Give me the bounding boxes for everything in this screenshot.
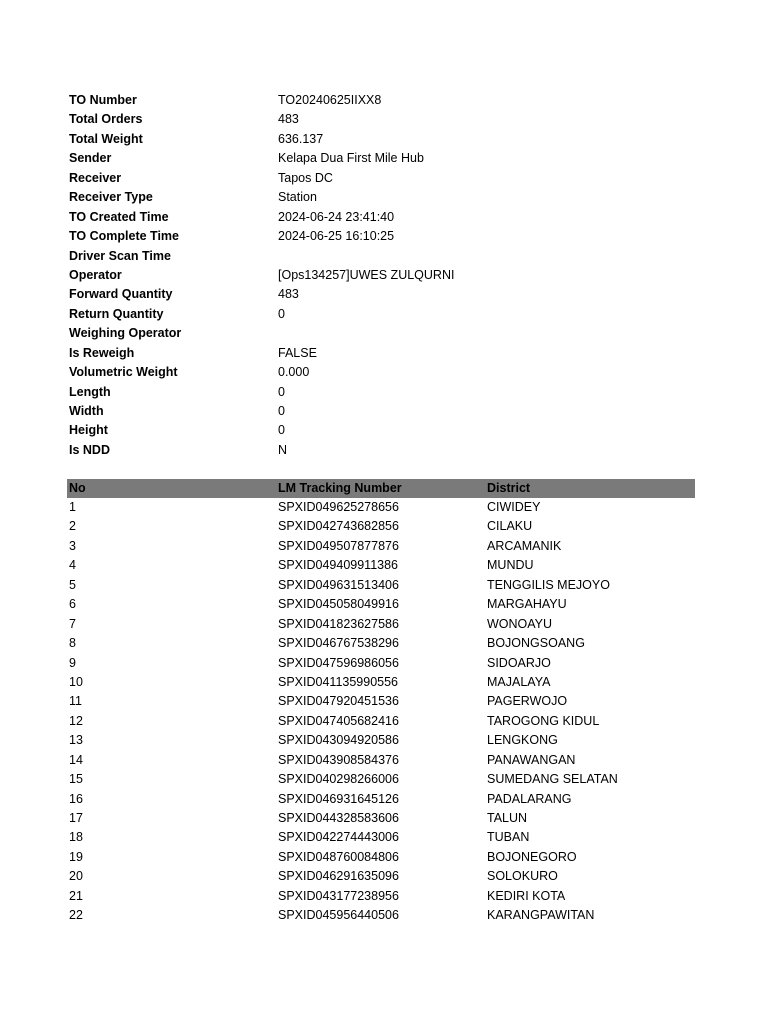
table-row [67, 556, 695, 575]
detail-value: 636.137 [278, 131, 324, 146]
detail-row-sender [69, 149, 695, 168]
detail-row-is-ndd [69, 441, 695, 460]
table-row [67, 634, 695, 653]
detail-value: 483 [278, 112, 299, 127]
detail-label: Volumetric Weight [69, 365, 178, 380]
row-no: 3 [69, 538, 76, 553]
detail-label: Operator [69, 267, 122, 282]
row-district: SIDOARJO [487, 655, 551, 670]
row-district: LENGKONG [487, 733, 558, 748]
row-tracking-number: SPXID043177238956 [278, 888, 399, 903]
detail-value: Station [278, 190, 317, 205]
orders-table [67, 479, 695, 926]
row-tracking-number: SPXID047405682416 [278, 713, 399, 728]
row-no: 5 [69, 577, 76, 592]
detail-label: Return Quantity [69, 306, 164, 321]
detail-value: N [278, 442, 288, 457]
detail-row-to-complete-time [69, 227, 695, 246]
row-district: BOJONGSOANG [487, 636, 585, 651]
table-row [67, 673, 695, 692]
detail-value: 2024-06-25 16:10:25 [278, 229, 395, 244]
row-tracking-number: SPXID042274443006 [278, 830, 399, 845]
row-no: 8 [69, 636, 76, 651]
row-tracking-number: SPXID043908584376 [278, 752, 399, 767]
table-row [67, 906, 695, 925]
row-district: WONOAYU [487, 616, 553, 631]
row-no: 21 [69, 888, 83, 903]
table-row [67, 537, 695, 556]
row-no: 10 [69, 674, 83, 689]
detail-label: Driver Scan Time [69, 248, 171, 263]
table-row [67, 848, 695, 867]
detail-label: Receiver [69, 170, 122, 185]
row-district: TALUN [487, 811, 528, 825]
detail-value: Kelapa Dua First Mile Hub [278, 151, 424, 166]
row-tracking-number: SPXID041135990556 [278, 674, 399, 689]
row-tracking-number: SPXID046931645126 [278, 791, 399, 806]
row-no: 13 [69, 733, 83, 748]
row-district: KEDIRI KOTA [487, 888, 566, 903]
table-row [67, 595, 695, 614]
header-district: District [487, 481, 531, 495]
detail-label: Length [69, 384, 111, 399]
row-tracking-number: SPXID043094920586 [278, 733, 399, 748]
detail-value: 0.000 [278, 365, 310, 380]
detail-row-operator [69, 266, 695, 285]
row-district: SUMEDANG SELATAN [487, 772, 618, 787]
detail-row-to-number [69, 91, 695, 110]
detail-value: 0 [278, 306, 285, 321]
detail-row-volumetric-weight [69, 363, 695, 382]
detail-row-receiver-type [69, 188, 695, 207]
table-row [67, 615, 695, 634]
detail-row-weighing-operator [69, 324, 695, 343]
row-no: 7 [69, 616, 76, 631]
detail-row-to-created-time [69, 208, 695, 227]
row-tracking-number: SPXID049409911386 [278, 558, 399, 573]
row-tracking-number: SPXID048760084806 [278, 849, 399, 864]
detail-value: 0 [278, 404, 285, 418]
detail-label: Forward Quantity [69, 287, 173, 302]
row-no: 9 [69, 655, 76, 670]
row-district: KARANGPAWITAN [487, 908, 595, 923]
header-no: No [69, 481, 86, 495]
row-no: 2 [69, 519, 76, 534]
row-no: 12 [69, 713, 83, 728]
detail-value: 483 [278, 287, 299, 302]
row-district: MAJALAYA [487, 674, 551, 689]
table-row [67, 712, 695, 731]
row-district: TUBAN [487, 830, 530, 845]
detail-row-total-orders [69, 110, 695, 129]
row-district: TENGGILIS MEJOYO [487, 577, 610, 592]
table-row [67, 731, 695, 750]
row-no: 11 [69, 694, 82, 709]
row-district: SOLOKURO [487, 869, 558, 884]
row-district: PADALARANG [487, 791, 572, 806]
table-row [67, 887, 695, 906]
table-row [67, 498, 695, 517]
row-district: TAROGONG KIDUL [487, 713, 600, 728]
row-no: 1 [69, 500, 76, 514]
row-no: 19 [69, 849, 83, 864]
transfer-order-details [69, 91, 695, 460]
detail-row-return-quantity [69, 305, 695, 324]
detail-label: Is Reweigh [69, 345, 135, 360]
table-row [67, 790, 695, 809]
row-tracking-number: SPXID044328583606 [278, 811, 399, 825]
row-district: CIWIDEY [487, 500, 541, 514]
row-tracking-number: SPXID042743682856 [278, 519, 399, 534]
row-tracking-number: SPXID047920451536 [278, 694, 399, 709]
row-no: 16 [69, 791, 83, 806]
row-district: PANAWANGAN [487, 752, 576, 767]
detail-label: Width [69, 404, 104, 418]
table-row [67, 809, 695, 828]
detail-label: Height [69, 423, 108, 438]
detail-row-length [69, 383, 695, 402]
detail-label: Is NDD [69, 442, 110, 457]
detail-value: 0 [278, 423, 285, 438]
table-row [67, 517, 695, 536]
row-district: CILAKU [487, 519, 533, 534]
detail-value: FALSE [278, 345, 317, 360]
detail-label: Weighing Operator [69, 326, 182, 341]
row-district: PAGERWOJO [487, 694, 568, 709]
table-row [67, 654, 695, 673]
detail-row-height [69, 421, 695, 440]
detail-row-is-reweigh [69, 344, 695, 363]
row-tracking-number: SPXID046291635096 [278, 869, 399, 884]
detail-value: 2024-06-24 23:41:40 [278, 209, 395, 224]
row-tracking-number: SPXID040298266006 [278, 772, 399, 787]
row-no: 20 [69, 869, 83, 884]
table-row [67, 828, 695, 847]
table-row [67, 751, 695, 770]
row-no: 6 [69, 597, 76, 612]
detail-label: TO Created Time [69, 209, 169, 224]
row-no: 14 [69, 752, 83, 767]
row-tracking-number: SPXID049507877876 [278, 538, 399, 553]
row-district: ARCAMANIK [487, 538, 562, 553]
row-no: 17 [69, 811, 83, 825]
table-row [67, 692, 695, 711]
detail-value: [Ops134257]UWES ZULQURNI [278, 267, 455, 282]
detail-row-receiver [69, 169, 695, 188]
detail-value: TO20240625IIXX8 [278, 93, 382, 107]
row-tracking-number: SPXID045058049916 [278, 597, 399, 612]
row-no: 15 [69, 772, 83, 787]
detail-label: Total Weight [69, 131, 143, 146]
table-row [67, 770, 695, 789]
row-no: 22 [69, 908, 83, 923]
row-tracking-number: SPXID046767538296 [278, 636, 399, 651]
orders-table-header [67, 479, 695, 498]
row-district: MARGAHAYU [487, 597, 567, 612]
detail-label: Total Orders [69, 112, 143, 127]
row-no: 18 [69, 830, 83, 845]
detail-label: Receiver Type [69, 190, 153, 205]
row-tracking-number: SPXID049625278656 [278, 500, 399, 514]
row-tracking-number: SPXID047596986056 [278, 655, 399, 670]
detail-row-forward-quantity [69, 285, 695, 304]
row-district: BOJONEGORO [487, 849, 577, 864]
row-district: MUNDU [487, 558, 534, 573]
row-tracking-number: SPXID049631513406 [278, 577, 399, 592]
detail-row-width [69, 402, 695, 421]
detail-label: Sender [69, 151, 112, 166]
detail-row-total-weight [69, 130, 695, 149]
detail-value: Tapos DC [278, 170, 333, 185]
row-tracking-number: SPXID045956440506 [278, 908, 399, 923]
detail-label: TO Complete Time [69, 229, 179, 244]
row-tracking-number: SPXID041823627586 [278, 616, 399, 631]
row-no: 4 [69, 558, 76, 573]
table-row [67, 576, 695, 595]
table-row [67, 867, 695, 886]
detail-row-driver-scan-time [69, 247, 695, 266]
detail-label: TO Number [69, 93, 137, 107]
header-tracking-number: LM Tracking Number [278, 481, 402, 495]
detail-value: 0 [278, 384, 285, 399]
